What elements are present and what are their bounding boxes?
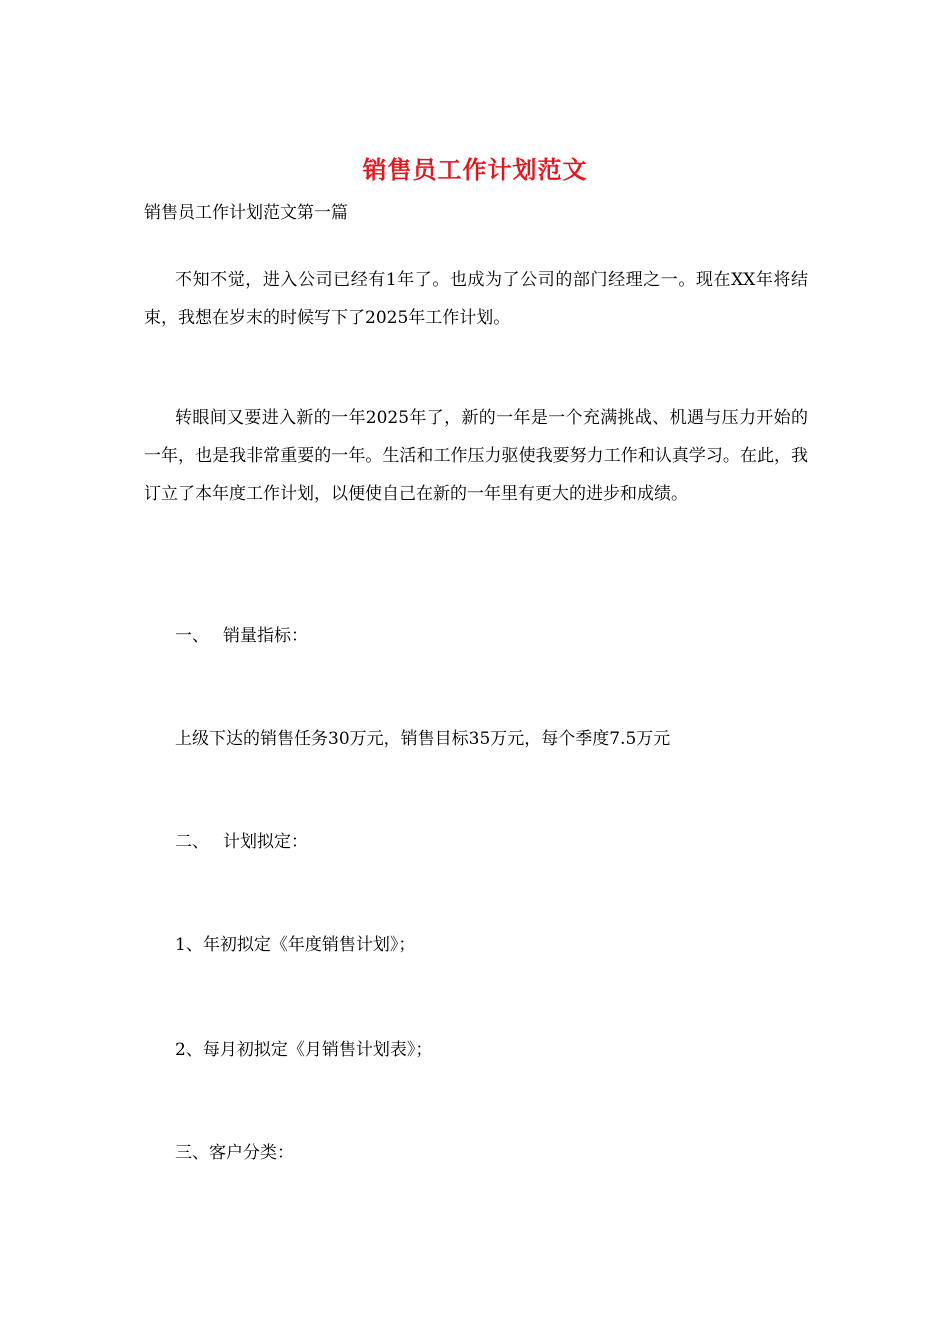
- sales-target-text: 上级下达的销售任务30万元，销售目标35万元，每个季度7.5万元: [175, 729, 671, 749]
- section-heading-plan: [175, 823, 805, 861]
- document-subtitle: 销售员工作计划范文第一篇: [144, 203, 348, 223]
- document-title: 销售员工作计划范文: [362, 155, 588, 184]
- list-item: 1、年初拟定《年度销售计划》；: [175, 935, 416, 955]
- paragraph-intro: 不知不觉，进入公司已经有1年了。也成为了公司的部门经理之一。现在XX年将结束，我想在岁末的时候写下了2025年工作计划。: [144, 270, 808, 328]
- list-item: 2、每月初拟定《月销售计划表》；: [175, 1040, 433, 1060]
- section-heading-sales-target: [175, 617, 805, 655]
- section-number: 一、: [175, 626, 209, 646]
- section-label: 计划拟定：: [223, 832, 308, 852]
- section-heading-customer: 三、客户分类：: [175, 1143, 294, 1163]
- section-label: 销量指标：: [223, 626, 308, 646]
- paragraph-new-year: 转眼间又要进入新的一年2025年了，新的一年是一个充满挑战、机遇与压力开始的一年，也是我非常重要的一年。生活和工作压力驱使我要努力工作和认真学习。在此，我订立了本年度工作计划，以便使自己在新的一年里有更大的进步和成绩。: [144, 408, 808, 504]
- section-number: 二、: [175, 832, 209, 852]
